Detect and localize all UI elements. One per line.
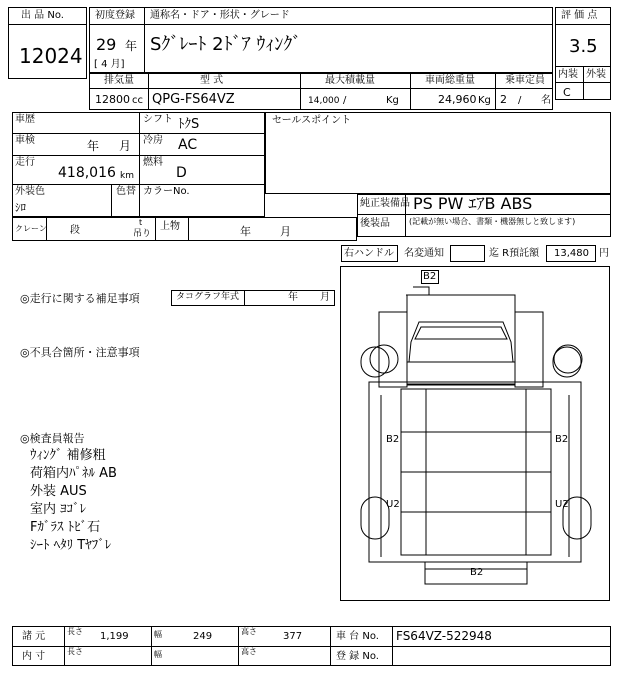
run-notes-title: ◎走行に関する補足事項 xyxy=(20,292,140,305)
capacity-unit: 名 xyxy=(541,95,551,106)
max-load: 14,000 xyxy=(308,96,340,106)
year-unit: 年 xyxy=(125,39,138,53)
registration-label: 登 録 No. xyxy=(336,651,379,662)
first-reg-label: 初度登録 xyxy=(95,10,135,21)
fuel-value: D xyxy=(176,165,187,181)
upper-month: 月 xyxy=(280,225,291,238)
crane-lift: 吊り xyxy=(133,229,152,239)
recycle-label: 迄 R預託額 xyxy=(489,248,540,259)
chassis-label: 車 台 No. xyxy=(336,631,379,642)
damage-mark: U2 xyxy=(555,499,569,510)
inspector-report-title: ◎検査員報告 xyxy=(20,432,85,445)
inspector-line: 外装 AUS xyxy=(30,484,87,499)
inner-dims-label: 内 寸 xyxy=(22,651,46,662)
grade-label: 評 価 点 xyxy=(561,10,598,21)
tachograph-label: タコグラフ年式 xyxy=(176,292,240,302)
height-label: 高さ xyxy=(241,627,257,636)
lot-label: 出 品 No. xyxy=(21,10,64,21)
slash: / xyxy=(343,95,347,106)
first-reg-month: [ 4 月] xyxy=(94,59,125,70)
capacity-label: 乗車定員 xyxy=(505,75,545,86)
interior-grade: C xyxy=(563,86,571,99)
height-value: 377 xyxy=(283,631,303,642)
height-label: 高さ xyxy=(241,647,257,656)
name-change-label: 名変通知 xyxy=(404,248,444,259)
ac-label: 冷房 xyxy=(143,135,163,146)
crane-label: クレーン xyxy=(15,224,47,233)
dims-label: 諸 元 xyxy=(22,631,46,642)
exterior-label: 外装 xyxy=(586,69,606,80)
car-name: Sｸﾞﾚｰﾄ 2ﾄﾞｱ ｳｨﾝｸﾞ xyxy=(150,34,302,55)
truck-outline xyxy=(341,267,611,602)
recycle-amount: 13,480 xyxy=(554,248,589,259)
damage-mark: U2 xyxy=(386,499,400,510)
inspector-line: 荷箱内ﾊﾟﾈﾙ AB xyxy=(30,466,117,481)
width-value: 249 xyxy=(193,631,213,642)
shift-value: ﾄｸS xyxy=(178,117,200,132)
damage-diagram xyxy=(340,266,610,601)
inspector-line: ｳｨﾝｸﾞ 補修粗 xyxy=(30,448,106,463)
rhd-label: 右ハンドル xyxy=(344,248,394,259)
upper-year: 年 xyxy=(240,225,251,238)
upper-body-label: 上物 xyxy=(160,221,180,232)
shift-label: シフト xyxy=(143,114,173,125)
grade-value: 3.5 xyxy=(569,36,598,57)
color-no-label: 色替 xyxy=(116,186,136,197)
tachograph-month: 月 xyxy=(320,292,330,303)
defect-notes-title: ◎不具合箇所・注意事項 xyxy=(20,346,140,359)
name-change-checkbox[interactable] xyxy=(450,245,485,262)
aftermarket-label: 後装品 xyxy=(360,218,390,229)
slash: / xyxy=(518,95,522,106)
gross-weight: 24,960 xyxy=(438,93,477,106)
capacity: 2 xyxy=(500,93,507,106)
width-label: 幅 xyxy=(154,630,162,639)
aftermarket-note: (記載が無い場合、書類・機器無しと致します) xyxy=(409,217,576,226)
crane-row xyxy=(12,217,357,241)
interior-label: 内装 xyxy=(558,69,578,80)
inspection-year: 年 xyxy=(87,139,100,153)
chassis-number: FS64VZ-522948 xyxy=(396,629,492,643)
inspector-line: 室内 ﾖｺﾞﾚ xyxy=(30,502,87,517)
lot-number: 12024 xyxy=(19,44,83,68)
damage-mark: B2 xyxy=(470,567,484,578)
length-label: 長さ xyxy=(67,647,83,656)
inspector-line: Fｶﾞﾗｽ ﾄﾋﾞ石 xyxy=(30,520,101,535)
displacement: 12800 xyxy=(95,93,130,106)
equipment-value: PS PW ｴｱB ABS xyxy=(413,194,533,213)
mileage-value: 418,016 xyxy=(58,165,116,181)
length-label: 長さ xyxy=(67,627,83,636)
damage-mark: B2 xyxy=(386,434,400,445)
mileage-label: 走行 xyxy=(15,157,35,168)
ac-value: AC xyxy=(178,137,198,153)
name-label: 通称名・ドア・形状・グレード xyxy=(150,10,290,21)
length-value: 1,199 xyxy=(100,631,129,642)
max-load-unit: Kg xyxy=(386,95,399,106)
displacement-unit: cc xyxy=(132,95,143,106)
first-reg-year: 29 xyxy=(96,35,117,54)
tachograph-year: 年 xyxy=(288,292,298,303)
fuel-label: 燃料 xyxy=(143,157,163,168)
inspection-month: 月 xyxy=(119,139,132,153)
color-code-label: カラーNo. xyxy=(143,186,190,197)
equipment-label: 純正装備品 xyxy=(360,198,410,209)
width-label: 幅 xyxy=(154,650,162,659)
gross-weight-unit: Kg xyxy=(478,95,491,106)
model-label: 型 式 xyxy=(200,75,224,86)
inspection-label: 車検 xyxy=(15,135,35,146)
mileage-unit: km xyxy=(120,171,134,181)
inspector-line: ｼｰﾄ ﾍﾀﾘ Tﾔﾌﾞﾚ xyxy=(30,538,112,553)
displacement-label: 排気量 xyxy=(104,75,134,86)
ext-color-value: ｼﾛ xyxy=(15,201,26,214)
selling-point-label: セールスポイント xyxy=(272,115,352,126)
yen-unit: 円 xyxy=(599,248,609,259)
damage-mark: B2 xyxy=(555,434,569,445)
crane-stage: 段 xyxy=(70,225,80,236)
max-load-label: 最大積載量 xyxy=(325,75,375,86)
gross-weight-label: 車両総重量 xyxy=(425,75,475,86)
ext-color-label: 外装色 xyxy=(15,186,45,197)
crane-ton: t xyxy=(139,218,143,227)
model-code: QPG-FS64VZ xyxy=(152,92,235,107)
damage-mark: B2 xyxy=(423,271,437,282)
history-label: 車歴 xyxy=(15,114,35,125)
